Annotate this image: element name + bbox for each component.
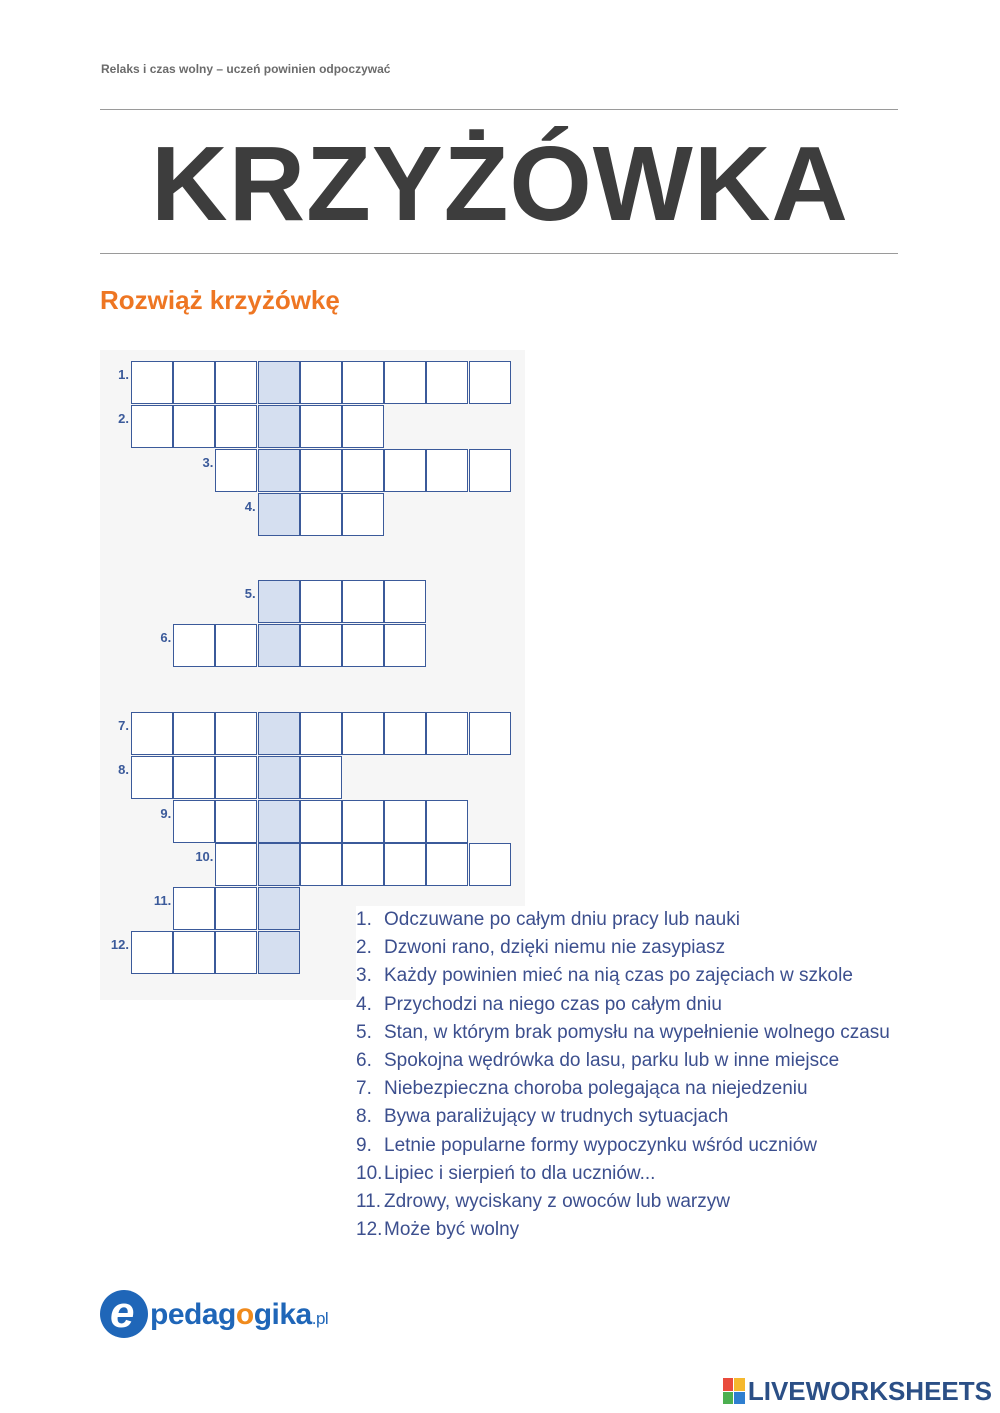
crossword-cell[interactable] (384, 712, 426, 755)
worksheet-topic: Relaks i czas wolny – uczeń powinien odpoczywać (101, 62, 391, 76)
clue-text: Przychodzi na niego czas po całym dniu (384, 993, 722, 1015)
clue-item (356, 1216, 890, 1244)
crossword-cell[interactable] (342, 493, 384, 536)
crossword-cell[interactable] (215, 756, 257, 799)
crossword-cell[interactable] (384, 624, 426, 667)
crossword-cell[interactable] (384, 361, 426, 404)
clue-item (356, 1160, 890, 1188)
crossword-cell[interactable] (426, 800, 468, 843)
crossword-cell[interactable] (300, 405, 342, 448)
row-number-label: 1. (118, 367, 129, 382)
crossword-cell[interactable] (215, 931, 257, 974)
crossword-cell[interactable] (426, 361, 468, 404)
clue-number: 2. (356, 937, 372, 959)
crossword-cell[interactable] (426, 712, 468, 755)
clue-item (356, 1019, 890, 1047)
clue-text: Każdy powinien mieć na nią czas po zajęciach w szkole (384, 965, 853, 987)
crossword-cell[interactable] (173, 405, 215, 448)
crossword-cell[interactable] (426, 843, 468, 886)
crossword-cell[interactable] (173, 931, 215, 974)
clue-text: Letnie popularne formy wypoczynku wśród uczniów (384, 1134, 817, 1156)
crossword-key-cell[interactable] (258, 756, 300, 799)
logo-letter: e (110, 1288, 135, 1337)
crossword-cell[interactable] (173, 712, 215, 755)
clue-number: 12. (356, 1219, 383, 1241)
crossword-cell[interactable] (300, 361, 342, 404)
clue-item (356, 934, 890, 962)
watermark-text: LIVEWORKSHEETS (747, 1375, 992, 1406)
clue-number: 8. (356, 1106, 372, 1128)
clue-item (356, 1047, 890, 1075)
clue-item (356, 991, 890, 1019)
crossword-cell[interactable] (215, 361, 257, 404)
clue-number: 10. (356, 1162, 383, 1184)
crossword-cell[interactable] (342, 624, 384, 667)
crossword-cell[interactable] (215, 405, 257, 448)
epedagogika-logo (100, 1290, 370, 1340)
row-number-label: 10. (195, 849, 214, 864)
row-number-label: 5. (244, 586, 256, 601)
crossword-cell[interactable] (215, 800, 257, 843)
crossword-key-cell[interactable] (258, 361, 300, 404)
crossword-cell[interactable] (342, 580, 384, 623)
crossword-cell[interactable] (342, 800, 384, 843)
top-divider (100, 109, 898, 110)
crossword-cell[interactable] (342, 449, 384, 492)
clue-number: 3. (356, 965, 372, 987)
crossword-key-cell[interactable] (258, 493, 300, 536)
crossword-key-cell[interactable] (258, 800, 300, 843)
crossword-cell[interactable] (131, 931, 173, 974)
crossword-cell[interactable] (173, 361, 215, 404)
crossword-cell[interactable] (215, 887, 257, 930)
row-number-label: 12. (110, 937, 129, 952)
crossword-cell[interactable] (300, 756, 342, 799)
liveworksheets-badge-icon (723, 1378, 745, 1404)
clue-number: 6. (356, 1050, 372, 1072)
clue-text: Odczuwane po całym dniu pracy lub nauki (384, 909, 740, 930)
crossword-cell[interactable] (426, 449, 468, 492)
crossword-cell[interactable] (215, 712, 257, 755)
crossword-cell[interactable] (300, 449, 342, 492)
crossword-cell[interactable] (342, 712, 384, 755)
clue-number: 1. (356, 909, 372, 930)
row-number-label: 7. (118, 718, 129, 733)
row-number-label: 9. (160, 806, 172, 821)
row-number-label: 6. (160, 630, 172, 645)
clue-text: Spokojna wędrówka do lasu, parku lub w inne miejsce (384, 1050, 840, 1072)
liveworksheets-watermark (723, 1376, 992, 1406)
crossword-cell[interactable] (131, 712, 173, 755)
crossword-key-cell[interactable] (258, 405, 300, 448)
crossword-cell[interactable] (300, 712, 342, 755)
clue-item (356, 906, 890, 934)
crossword-cell[interactable] (131, 756, 173, 799)
crossword-cell[interactable] (131, 405, 173, 448)
crossword-key-cell[interactable] (258, 887, 300, 930)
clue-number: 9. (356, 1134, 372, 1156)
clue-item (356, 1132, 890, 1160)
crossword-cell[interactable] (469, 361, 511, 404)
crossword-cell[interactable] (384, 800, 426, 843)
page-title: KRZYŻÓWKA (151, 125, 849, 243)
crossword-cell[interactable] (173, 756, 215, 799)
crossword-cell[interactable] (342, 843, 384, 886)
crossword-cell[interactable] (469, 843, 511, 886)
crossword-cell[interactable] (173, 800, 215, 843)
crossword-cell[interactable] (469, 449, 511, 492)
row-number-label: 3. (202, 455, 214, 470)
crossword-cell[interactable] (384, 843, 426, 886)
clue-text: Zdrowy, wyciskany z owoców lub warzyw (384, 1191, 730, 1213)
clue-text: Bywa paraliżujący w trudnych sytuacjach (384, 1106, 729, 1128)
row-number-label: 8. (118, 762, 129, 777)
clue-number: 5. (356, 1021, 372, 1043)
clue-text: Dzwoni rano, dzięki niemu nie zasypiasz (384, 937, 726, 959)
clue-number: 11. (356, 1191, 382, 1213)
clue-text: Lipiec i sierpień to dla uczniów... (384, 1162, 656, 1184)
clue-item (356, 1103, 890, 1131)
crossword-cell[interactable] (300, 493, 342, 536)
crossword-cell[interactable] (173, 887, 215, 930)
crossword-key-cell[interactable] (258, 624, 300, 667)
clue-text: Stan, w którym brak pomysłu na wypełnienie wolnego czasu (384, 1021, 890, 1043)
crossword-cell[interactable] (342, 405, 384, 448)
crossword-cell[interactable] (300, 580, 342, 623)
clue-text: Niebezpieczna choroba polegająca na niejedzeniu (384, 1078, 808, 1100)
crossword-cell[interactable] (300, 624, 342, 667)
crossword-cell[interactable] (300, 843, 342, 886)
crossword-cell[interactable] (384, 580, 426, 623)
clue-text: Może być wolny (384, 1219, 520, 1241)
logo-wordmark: pedagogika.pl (150, 1298, 329, 1331)
crossword-key-cell[interactable] (258, 580, 300, 623)
clue-list (356, 906, 890, 1244)
crossword-cell[interactable] (300, 800, 342, 843)
crossword-key-cell[interactable] (258, 712, 300, 755)
crossword-key-cell[interactable] (258, 931, 300, 974)
row-number-label: 2. (118, 411, 129, 426)
clue-item (356, 1075, 890, 1103)
clue-number: 7. (356, 1078, 372, 1100)
row-number-label: 4. (244, 499, 256, 514)
crossword-cell[interactable] (173, 624, 215, 667)
crossword-cell[interactable] (342, 361, 384, 404)
clue-item (356, 962, 890, 990)
title-divider (100, 253, 898, 254)
crossword-cell[interactable] (215, 449, 257, 492)
crossword-cell[interactable] (384, 449, 426, 492)
row-number-label: 11. (153, 893, 172, 908)
clue-number: 4. (356, 993, 372, 1015)
instruction-heading: Rozwiąż krzyżówkę (100, 285, 340, 315)
crossword-cell[interactable] (215, 843, 257, 886)
crossword-cell[interactable] (469, 712, 511, 755)
crossword-key-cell[interactable] (258, 843, 300, 886)
clue-item (356, 1188, 890, 1216)
crossword-cell[interactable] (215, 624, 257, 667)
crossword-cell[interactable] (131, 361, 173, 404)
crossword-key-cell[interactable] (258, 449, 300, 492)
